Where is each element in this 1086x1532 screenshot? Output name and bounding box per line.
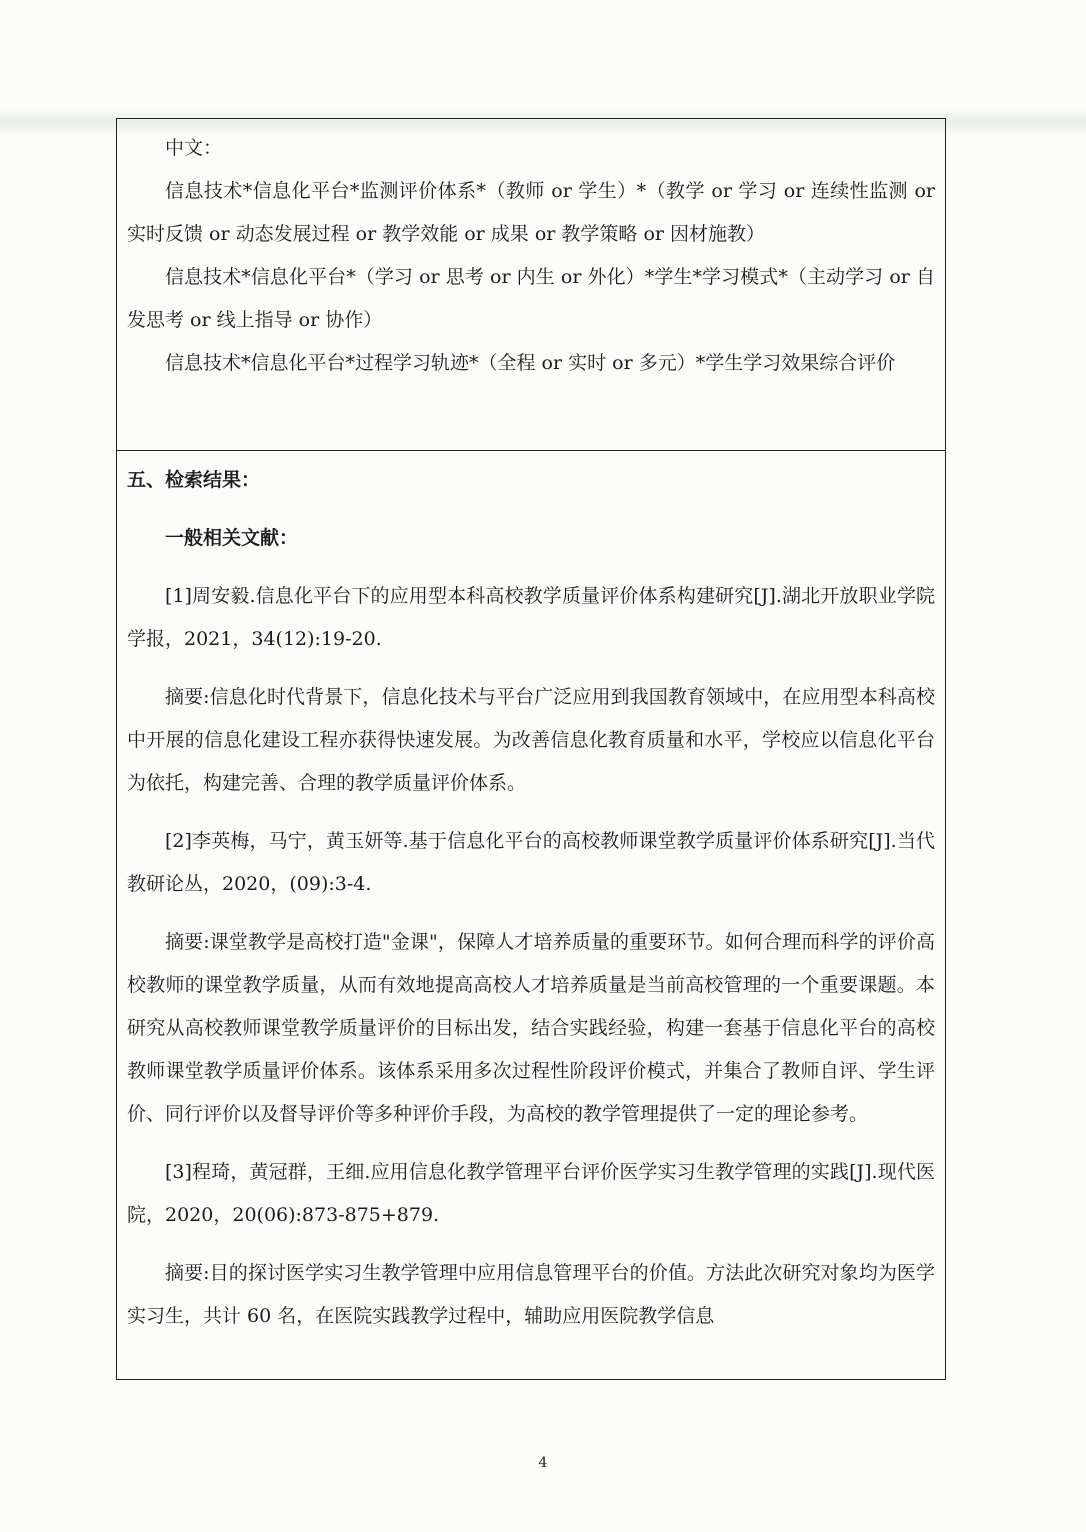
search-query-3: 信息技术*信息化平台*过程学习轨迹*（全程 or 实时 or 多元）*学生学习效果综合评价 xyxy=(165,352,896,374)
page-number: 4 xyxy=(538,1455,548,1471)
reference-abstract-1: 摘要:信息化时代背景下，信息化技术与平台广泛应用到我国教育领域中，在应用型本科高校中开展的信息化建设工程亦获得快速发展。为改善信息化教育质量和水平，学校应以信息化平台为依托，构建完善、合理的教学质量评价体系。 xyxy=(127,686,935,794)
section-heading: 五、检索结果： xyxy=(127,469,261,491)
document-table xyxy=(116,118,946,1380)
section-subheading: 一般相关文献： xyxy=(165,527,299,549)
reference-abstract-2: 摘要:课堂教学是高校打造"金课"，保障人才培养质量的重要环节。如何合理而科学的评价高校教师的课堂教学质量，从而有效地提高高校人才培养质量是当前高校管理的一个重要课题。本研究从高校教师课堂教学质量评价的目标出发，结合实践经验，构建一套基于信息化平台的高校教师课堂教学质量评价体系。该体系采用多次过程性阶段评价模式，并集合了教师自评、学生评价、同行评价以及督导评价等多种评价手段，为高校的教学管理提供了一定的理论参考。 xyxy=(127,931,935,1125)
search-terms-cell xyxy=(127,127,935,385)
reference-citation-3: [3]程琦，黄冠群，王细.应用信息化教学管理平台评价医学实习生教学管理的实践[J].现代医院，2020，20(06):873-875+879. xyxy=(127,1161,935,1226)
search-terms-label: 中文： xyxy=(165,137,223,159)
reference-citation-2: [2]李英梅，马宁，黄玉妍等.基于信息化平台的高校教师课堂教学质量评价体系研究[J].当代教研论丛，2020，(09):3-4. xyxy=(127,830,935,895)
reference-abstract-3: 摘要:目的探讨医学实习生教学管理中应用信息管理平台的价值。方法此次研究对象均为医学实习生，共计 60 名，在医院实践教学过程中，辅助应用医院教学信息 xyxy=(127,1262,935,1327)
table-row-divider xyxy=(117,450,945,451)
search-results-cell xyxy=(127,459,935,1353)
search-query-2: 信息技术*信息化平台*（学习 or 思考 or 内生 or 外化）*学生*学习模式*（主动学习 or 自发思考 or 线上指导 or 协作） xyxy=(127,266,935,331)
reference-citation-1: [1]周安毅.信息化平台下的应用型本科高校教学质量评价体系构建研究[J].湖北开放职业学院学报，2021，34(12):19-20. xyxy=(127,585,935,650)
search-query-1: 信息技术*信息化平台*监测评价体系*（教师 or 学生）*（教学 or 学习 or 连续性监测 or 实时反馈 or 动态发展过程 or 教学效能 or 成果 or 教学策略 or 因材施教） xyxy=(127,180,935,245)
